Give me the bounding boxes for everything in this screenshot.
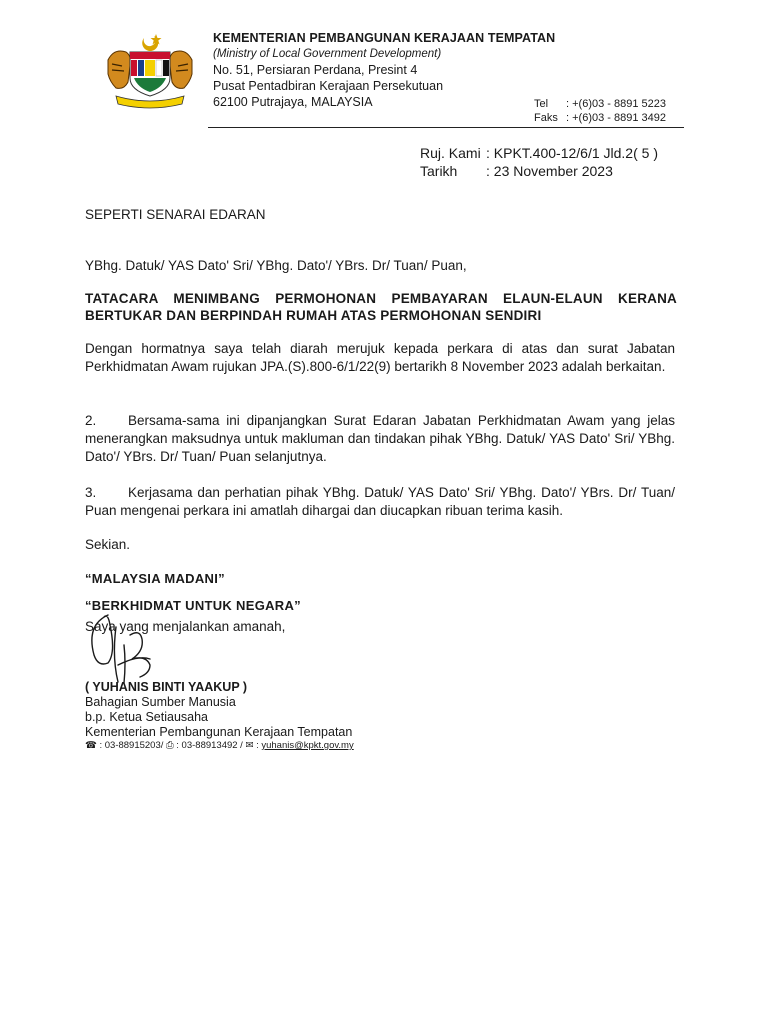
date-label: Tarikh [420,163,458,179]
paragraph-2-number: 2. [85,413,97,428]
address-line-2: Pusat Pentadbiran Kerajaan Persekutuan [213,79,444,93]
signatory-email-prefix: ✉ : [245,740,259,751]
reference-block [420,144,658,180]
jata-negara-crest-icon [100,30,200,110]
signatory-phone: ☎ : 03-88915203/ [85,740,164,751]
fax-value: : +(6)03 - 8891 3492 [566,112,666,124]
letter-subject: TATACARA MENIMBANG PERMOHONAN PEMBAYARAN ELAUN-ELAUN KERANA BERTUKAR DAN BERPINDAH RUMAH ATAS PERMOHONAN SENDIRI [85,291,677,323]
tel-label: Tel [534,98,549,110]
paragraph-3-number: 3. [85,485,97,500]
signatory-name: ( YUHANIS BINTI YAAKUP ) [85,680,248,694]
paragraph-3-text: Kerjasama dan perhatian pihak YBhg. Datuk/ YAS Dato' Sri/ YBhg. Dato'/ YBrs. Dr/ Tuan/ Puan mengenai perkara ini amatlah dihargai dan diucapkan ribuan terima kasih. [85,485,675,518]
closing: Sekian. [85,537,131,552]
signatory-on-behalf: b.p. Ketua Setiausaha [85,710,209,724]
date-value: : 23 November 2023 [486,163,613,179]
handwritten-signature-icon [78,605,168,690]
motto-malaysia-madani: “MALAYSIA MADANI” [85,571,225,586]
signatory-fax: ⎙ : 03-88913492 / [166,740,243,751]
address-line-3: 62100 Putrajaya, MALAYSIA [213,95,373,109]
reference-label: Ruj. Kami [420,145,481,161]
signatory-division: Bahagian Sumber Manusia [85,695,236,709]
ministry-name: KEMENTERIAN PEMBANGUNAN KERAJAAN TEMPATAN [213,31,556,45]
paragraph-3 [85,484,675,520]
salutation: YBhg. Datuk/ YAS Dato' Sri/ YBhg. Dato'/ YBrs. Dr/ Tuan/ Puan, [85,258,467,273]
letterhead-divider [208,127,684,128]
motto-berkhidmat: “BERKHIDMAT UNTUK NEGARA” [85,598,301,613]
addressee: SEPERTI SENARAI EDARAN [85,207,266,222]
letterhead-block [213,30,555,110]
signatory-email-link[interactable]: yuhanis@kpkt.gov.my [261,740,354,751]
letterhead-contact [534,97,666,125]
fax-label: Faks [534,112,558,124]
address-line-1: No. 51, Persiaran Perdana, Presint 4 [213,63,418,77]
reference-value: : KPKT.400-12/6/1 Jld.2( 5 ) [486,145,658,161]
tel-value: : +(6)03 - 8891 5223 [566,98,666,110]
ministry-english-name: (Ministry of Local Government Development) [213,48,442,60]
signatory-contact [85,740,354,751]
signatory-ministry: Kementerian Pembangunan Kerajaan Tempatan [85,725,353,739]
paragraph-2 [85,412,675,466]
paragraph-1: Dengan hormatnya saya telah diarah merujuk kepada perkara di atas dan surat Jabatan Perkhidmatan Awam rujukan JPA.(S).800-6/1/22(9) bertarikh 8 November 2023 adalah berkaitan. [85,341,675,374]
amanah-line: Saya yang menjalankan amanah, [85,619,286,634]
paragraph-2-text: Bersama-sama ini dipanjangkan Surat Edaran Jabatan Perkhidmatan Awam yang jelas menerangkan maksudnya untuk makluman dan tindakan pihak YBhg. Datuk/ YAS Dato' Sri/ YBhg. Dato'/ YBrs. Dr/ Tuan/ Puan selanjutnya. [85,413,675,464]
